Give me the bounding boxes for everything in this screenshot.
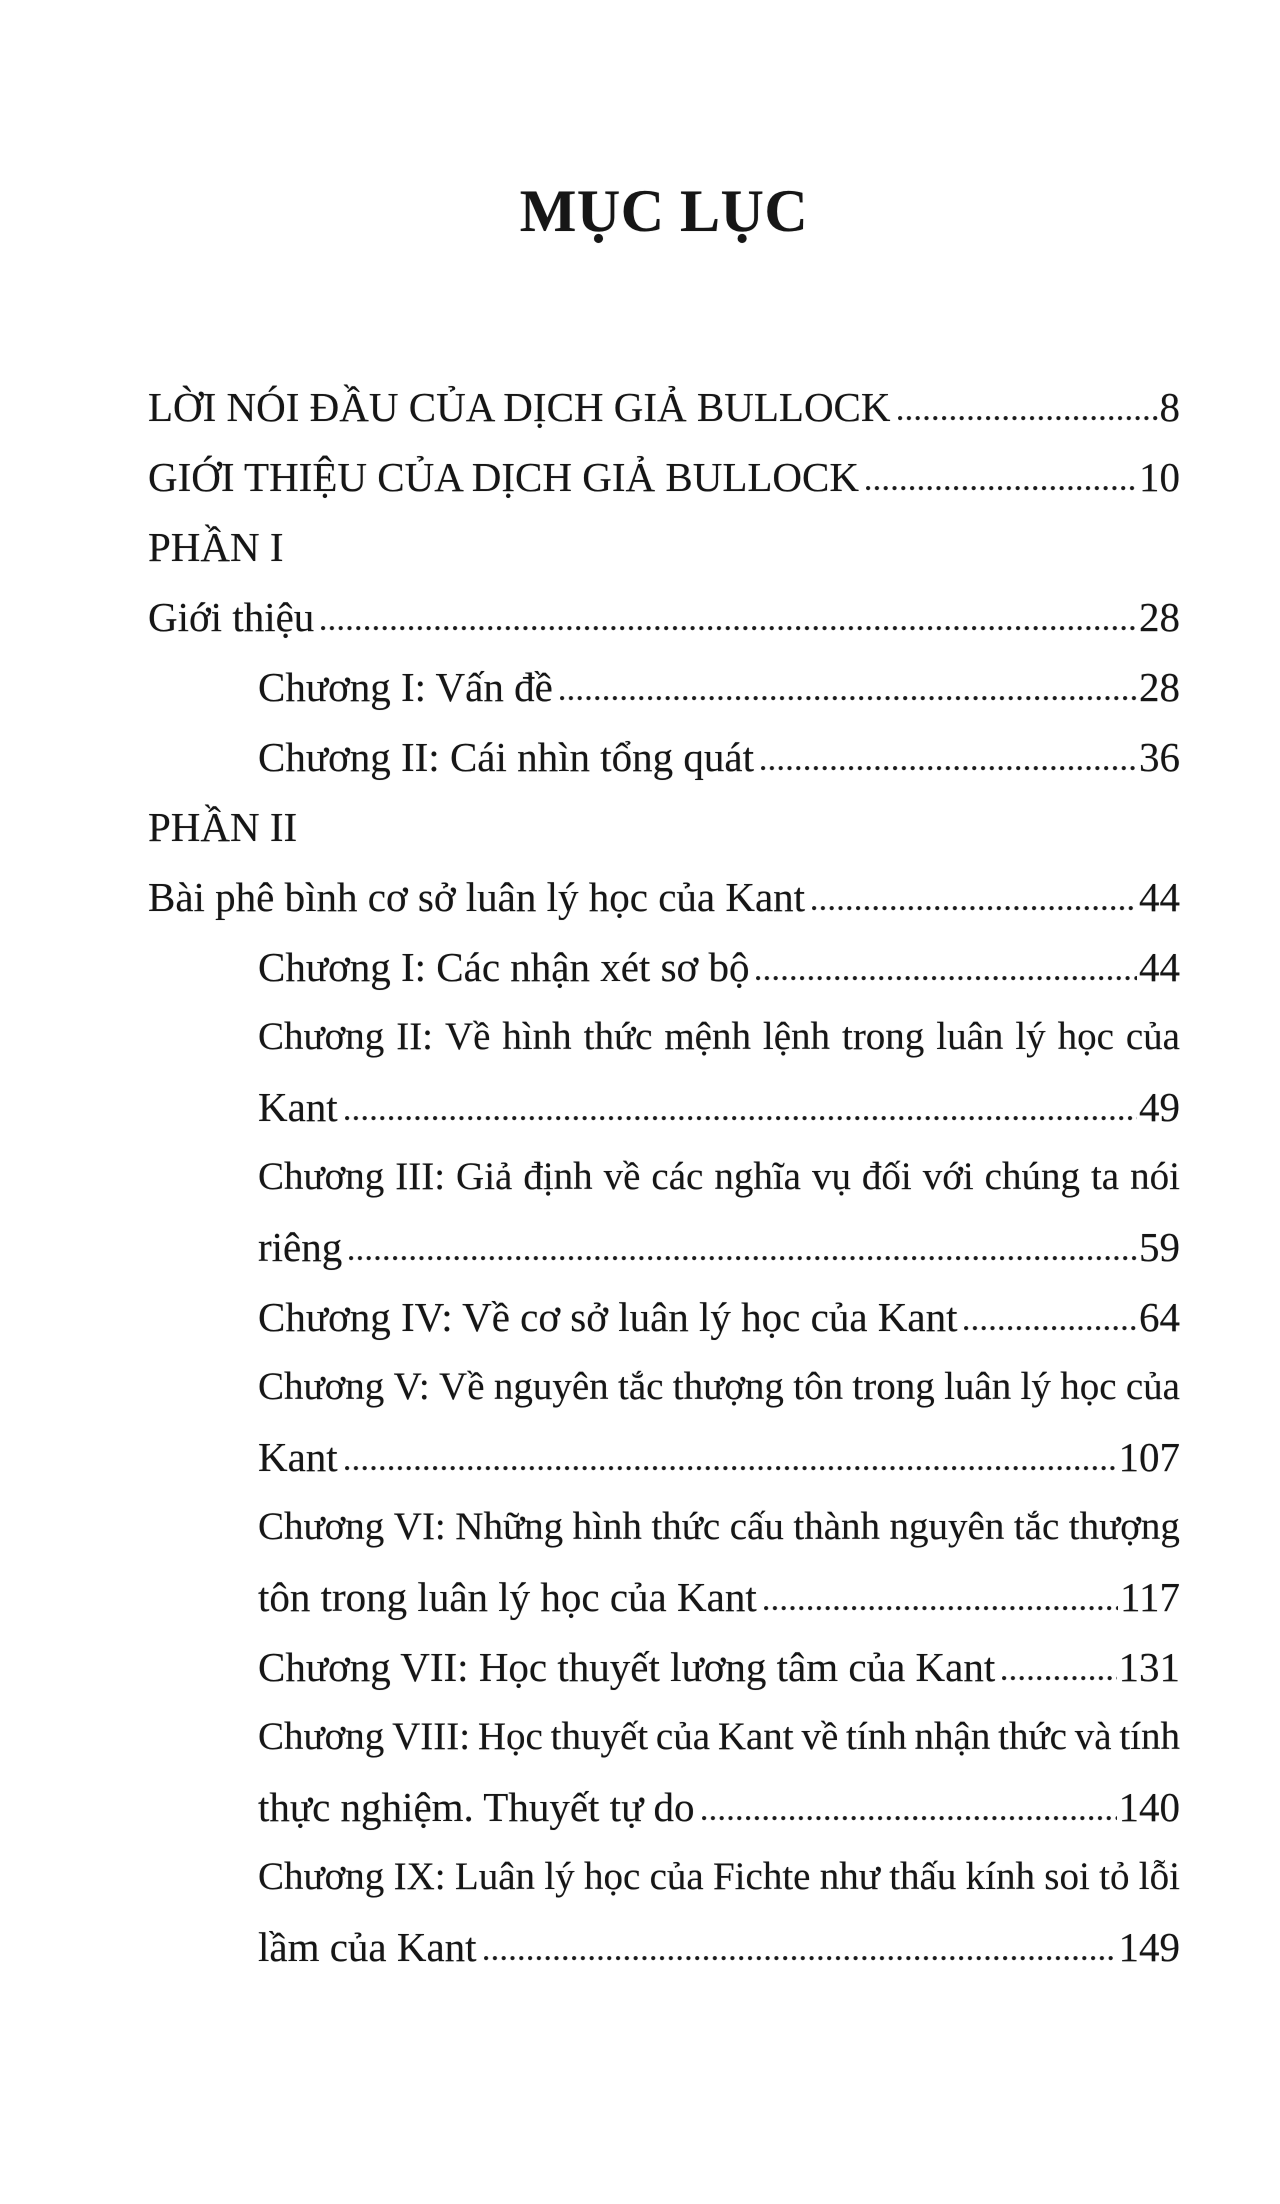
toc-entry-word: Chương — [258, 1505, 385, 1548]
toc-entry-line — [148, 1772, 1180, 1842]
toc-entry-word: thấu — [889, 1855, 957, 1898]
toc-entry-word: V: — [393, 1365, 430, 1408]
toc-entry-text: Kant — [258, 1434, 338, 1480]
dotted-leader — [964, 1325, 1137, 1331]
toc-entry-word: Giả — [456, 1155, 513, 1198]
table-of-contents — [148, 372, 1180, 1982]
dotted-leader — [484, 1955, 1117, 1961]
toc-page-number: 10 — [1139, 454, 1180, 500]
toc-entry-text: Bài phê bình cơ sở luân lý học của Kant — [148, 874, 806, 920]
toc-entry-word: nghĩa — [714, 1155, 801, 1198]
toc-entry-word: IX: — [393, 1855, 446, 1898]
toc-entry-word: Chương — [258, 1715, 385, 1758]
toc-entry-word: Chương — [258, 1155, 385, 1198]
dotted-leader — [345, 1115, 1137, 1121]
dotted-leader — [898, 415, 1158, 421]
dotted-leader — [764, 1605, 1118, 1611]
toc-page-number: 44 — [1139, 874, 1180, 920]
toc-entry-text: Chương I: Vấn đề — [258, 664, 553, 710]
toc-entry-word: thức — [998, 1715, 1067, 1758]
toc-entry-wrap-line — [148, 1492, 1180, 1562]
toc-entry-word: VI: — [393, 1505, 446, 1548]
toc-entry-word: vụ — [811, 1155, 851, 1198]
toc-entry-word: kính — [965, 1855, 1035, 1898]
toc-entry-text: Kant — [258, 1084, 338, 1130]
toc-page-number: 59 — [1139, 1224, 1180, 1270]
dotted-leader — [866, 485, 1137, 491]
toc-section-heading — [148, 512, 1180, 582]
toc-entry-word: VIII: — [392, 1715, 471, 1758]
toc-entry-word: về — [603, 1155, 641, 1198]
toc-entry-word: hình — [502, 1015, 572, 1058]
toc-entry-word: tắc — [1013, 1505, 1060, 1548]
toc-entry-text: lầm của Kant — [258, 1924, 477, 1970]
toc-entry-word: soi — [1044, 1855, 1090, 1898]
toc-entry-word: học — [583, 1855, 641, 1898]
toc-entry-word: luân — [936, 1015, 1004, 1058]
toc-entry-word: lý — [1015, 1015, 1046, 1058]
toc-entry-text: tôn trong luân lý học của Kant — [258, 1574, 757, 1620]
toc-entry-word: nói — [1130, 1155, 1180, 1198]
toc-entry-word: với — [922, 1155, 974, 1198]
toc-entry-text: thực nghiệm. Thuyết tự do — [258, 1784, 695, 1830]
toc-entry-word: mệnh — [664, 1015, 751, 1058]
toc-entry-word: tính — [1119, 1715, 1180, 1758]
toc-entry-text: Giới thiệu — [148, 594, 315, 640]
toc-entry-word: chúng — [984, 1155, 1080, 1198]
toc-entry-word: Chương — [258, 1855, 385, 1898]
dotted-leader — [702, 1815, 1117, 1821]
dotted-leader — [321, 625, 1137, 631]
toc-entry-word: lệnh — [762, 1015, 831, 1058]
toc-entry-text: LỜI NÓI ĐẦU CỦA DỊCH GIẢ BULLOCK — [148, 384, 891, 430]
toc-entry-line — [148, 862, 1180, 932]
toc-entry-word: nguyên — [889, 1505, 1005, 1548]
toc-entry-word: Kant — [717, 1715, 794, 1758]
toc-page-number: 149 — [1118, 1924, 1180, 1970]
toc-entry-word: Về — [444, 1015, 491, 1058]
toc-entry-word: tắc — [618, 1365, 664, 1408]
toc-section-heading-text: PHẦN II — [148, 804, 298, 850]
toc-page-number: 107 — [1118, 1434, 1180, 1480]
toc-entry-word: thượng — [1068, 1505, 1180, 1548]
toc-entry-line — [148, 372, 1180, 442]
toc-entry-word: Về — [439, 1365, 485, 1408]
toc-entry-word: và — [1074, 1715, 1112, 1758]
toc-entry-wrap-line — [148, 1352, 1180, 1422]
toc-entry-word: Fichte — [712, 1855, 811, 1898]
toc-entry-line — [148, 1212, 1180, 1282]
toc-page-number: 49 — [1139, 1084, 1180, 1130]
toc-entry-word: nhận — [914, 1715, 991, 1758]
toc-entry-word: học — [1060, 1365, 1117, 1408]
toc-entry-word: thượng — [672, 1365, 784, 1408]
toc-entry-word: học — [1057, 1015, 1114, 1058]
toc-entry-word: Luân — [454, 1855, 536, 1898]
toc-entry-word: của — [1125, 1015, 1180, 1058]
toc-entry-line — [148, 652, 1180, 722]
dotted-leader — [761, 765, 1137, 771]
toc-entry-word: lỗi — [1138, 1855, 1180, 1898]
toc-entry-text: GIỚI THIỆU CỦA DỊCH GIẢ BULLOCK — [148, 454, 859, 500]
page-title: MỤC LỤC — [519, 178, 809, 244]
toc-entry-word: luân — [944, 1365, 1012, 1408]
toc-entry-line — [148, 1422, 1180, 1492]
toc-entry-word: thuyết — [550, 1715, 649, 1758]
toc-entry-word: Chương — [258, 1365, 385, 1408]
dotted-leader — [560, 695, 1137, 701]
toc-entry-wrap-line — [148, 1142, 1180, 1212]
dotted-leader — [756, 975, 1137, 981]
toc-entry-word: Những — [455, 1505, 564, 1548]
toc-entry-word: của — [649, 1855, 704, 1898]
toc-entry-wrap-line — [148, 1002, 1180, 1072]
toc-page-number: 28 — [1139, 664, 1180, 710]
toc-entry-word: Học — [477, 1715, 543, 1758]
toc-entry-word: tính — [846, 1715, 907, 1758]
toc-entry-line — [148, 442, 1180, 512]
toc-entry-line — [148, 1072, 1180, 1142]
toc-entry-line — [148, 582, 1180, 652]
toc-entry-text: Chương VII: Học thuyết lương tâm của Kant — [258, 1644, 996, 1690]
toc-page-number: 117 — [1120, 1574, 1180, 1620]
toc-entry-word: đối — [861, 1155, 912, 1198]
toc-page-number: 44 — [1139, 944, 1180, 990]
dotted-leader — [349, 1255, 1137, 1261]
toc-entry-word: tôn — [793, 1365, 844, 1408]
toc-section-heading — [148, 792, 1180, 862]
toc-entry-word: như — [819, 1855, 880, 1898]
toc-entry-line — [148, 1912, 1180, 1982]
toc-entry-line — [148, 1562, 1180, 1632]
toc-entry-wrap-line — [148, 1842, 1180, 1912]
toc-entry-text: Chương I: Các nhận xét sơ bộ — [258, 944, 750, 990]
toc-entry-word: cấu — [729, 1505, 784, 1548]
toc-entry-word: của — [1125, 1365, 1180, 1408]
dotted-leader — [812, 905, 1137, 911]
dotted-leader — [345, 1465, 1117, 1471]
toc-page-number: 64 — [1139, 1294, 1180, 1340]
dotted-leader — [1002, 1675, 1116, 1681]
toc-entry-text: riêng — [258, 1224, 343, 1270]
toc-entry-line — [148, 1282, 1180, 1352]
toc-entry-word: của — [655, 1715, 711, 1758]
toc-entry-word: thành — [793, 1505, 881, 1548]
toc-page-number: 8 — [1159, 384, 1180, 430]
toc-entry-word: tỏ — [1099, 1855, 1130, 1898]
toc-page-number: 28 — [1139, 594, 1180, 640]
toc-entry-word: nguyên — [493, 1365, 609, 1408]
toc-entry-line — [148, 932, 1180, 1002]
toc-entry-word: trong — [852, 1365, 935, 1408]
toc-entry-word: thức — [583, 1015, 653, 1058]
toc-entry-word: về — [801, 1715, 839, 1758]
toc-entry-text: Chương II: Cái nhìn tổng quát — [258, 734, 755, 780]
toc-entry-word: hình — [572, 1505, 642, 1548]
toc-entry-word: thức — [651, 1505, 721, 1548]
toc-section-heading-text: PHẦN I — [148, 524, 284, 570]
toc-entry-word: trong — [841, 1015, 925, 1058]
toc-page-number: 36 — [1139, 734, 1180, 780]
toc-entry-word: ta — [1090, 1155, 1120, 1198]
toc-entry-word: lý — [1020, 1365, 1051, 1408]
toc-entry-word: Chương — [258, 1015, 385, 1058]
toc-page-number: 140 — [1118, 1784, 1180, 1830]
toc-entry-word: lý — [544, 1855, 575, 1898]
toc-entry-line — [148, 722, 1180, 792]
toc-entry-word: III: — [395, 1155, 446, 1198]
toc-entry-wrap-line — [148, 1702, 1180, 1772]
toc-entry-line — [148, 1632, 1180, 1702]
toc-entry-text: Chương IV: Về cơ sở luân lý học của Kant — [258, 1294, 958, 1340]
toc-entry-word: định — [523, 1155, 593, 1198]
toc-entry-word: II: — [396, 1015, 434, 1058]
toc-entry-word: các — [651, 1155, 704, 1198]
toc-page-number: 131 — [1118, 1644, 1180, 1690]
